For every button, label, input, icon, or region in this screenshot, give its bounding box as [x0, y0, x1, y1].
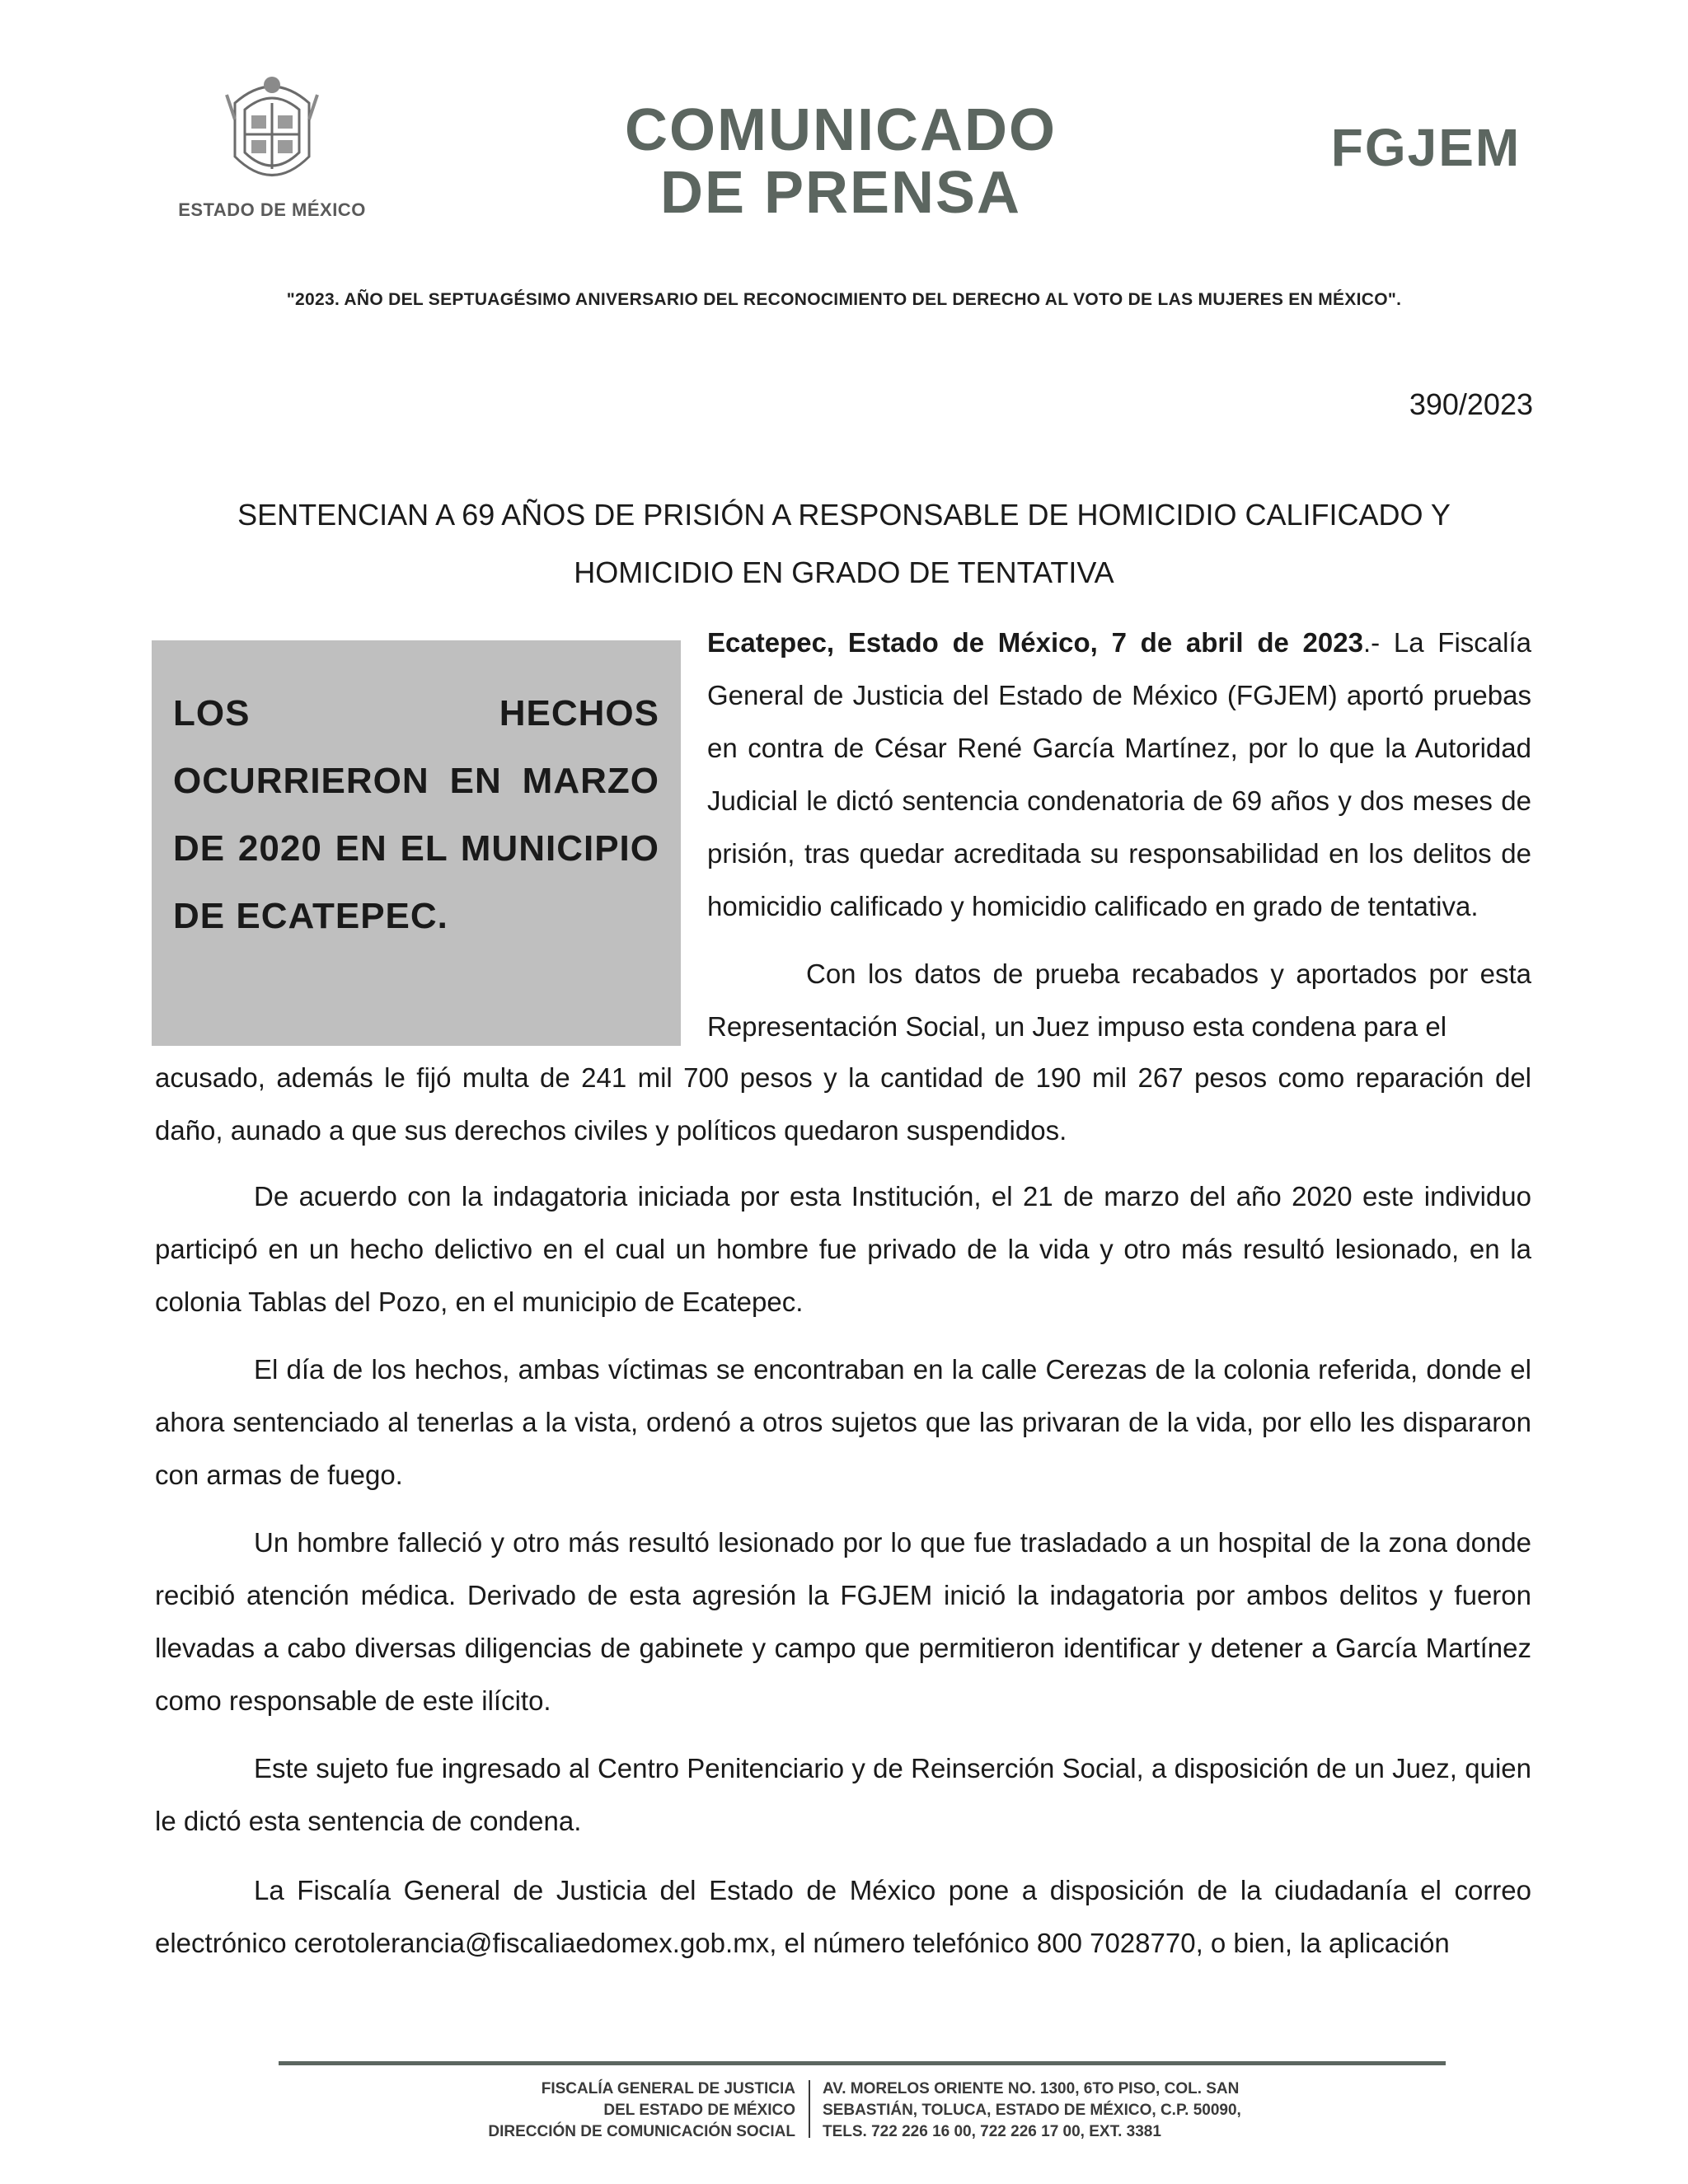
- paragraph-4: El día de los hechos, ambas víctimas se encontraban en la calle Cerezas de la colonia referida, donde el ahora sentenciado al tenerlas a la vista, ordenó a otros sujetos que las privaran de la vida, por ello les dispararon con armas de fuego.: [155, 1354, 1531, 1490]
- footer-rule: [279, 2061, 1446, 2065]
- paragraph-3: De acuerdo con la indagatoria iniciada por esta Institución, el 21 de marzo del año 2020 este individuo participó en un hecho delictivo en el cual un hombre fue privado de la vida y otro más resultó lesionado, en la colonia Tablas del Pozo, en el municipio de Ecatepec.: [155, 1181, 1531, 1317]
- footer-address-block: [823, 2079, 1350, 2143]
- footer-address-line-2: SEBASTIÁN, TOLUCA, ESTADO DE MÉXICO, C.P. 50090,: [823, 2102, 1241, 2119]
- paragraph-6: Este sujeto fue ingresado al Centro Penitenciario y de Reinserción Social, a disposición de un Juez, quien le dictó esta sentencia de condena.: [155, 1753, 1531, 1836]
- footer-address-line-1: AV. MORELOS ORIENTE NO. 1300, 6TO PISO, COL. SAN: [823, 2080, 1240, 2097]
- footer-address-line-3: TELS. 722 226 16 00, 722 226 17 00, EXT. 3381: [823, 2123, 1161, 2140]
- footer-org-line-2: DEL ESTADO DE MÉXICO: [603, 2102, 795, 2119]
- footer-org-line-1: FISCALÍA GENERAL DE JUSTICIA: [541, 2080, 795, 2097]
- body-column: [707, 616, 1531, 1053]
- highlight-box: [152, 640, 681, 1046]
- title-line-2: DE PRENSA: [659, 160, 1022, 226]
- state-label: ESTADO DE MÉXICO: [178, 199, 366, 220]
- paragraph-2-part-2: acusado, además le fijó multa de 241 mil 700 pesos y la cantidad de 190 mil 267 pesos como reparación del daño, aunado a que sus derechos civiles y políticos quedaron suspendidos.: [155, 1062, 1531, 1146]
- paragraph-2-part-1: Con los datos de prueba recabados y aportados por esta Representación Social, un Juez impuso esta condena para el: [707, 958, 1531, 1042]
- footer-org-line-3: DIRECCIÓN DE COMUNICACIÓN SOCIAL: [488, 2123, 795, 2140]
- dateline: Ecatepec, Estado de México, 7 de abril de 2023: [707, 627, 1363, 658]
- press-release-title: [577, 99, 1104, 224]
- headline-line-2: HOMICIDIO EN GRADO DE TENTATIVA: [574, 555, 1114, 589]
- footer-divider: [809, 2080, 810, 2138]
- footer-org-block: [346, 2079, 795, 2143]
- paragraph-7: La Fiscalía General de Justicia del Estado de México pone a disposición de la ciudadanía el correo electrónico cerotolerancia@fiscaliaedomex.gob.mx, el número telefónico 800 7028770, o bien, la aplicación: [155, 1875, 1531, 1958]
- paragraph-5: Un hombre falleció y otro más resultó lesionado por lo que fue trasladado a un hospital de la zona donde recibió atención médica. Derivado de esta agresión la FGJEM inició la indagatoria por ambos delitos y fueron llevadas a cabo diversas diligencias de gabinete y campo que permitieron identificar y detener a García Martínez como responsable de este ilícito.: [155, 1527, 1531, 1716]
- year-motto: "2023. AÑO DEL SEPTUAGÉSIMO ANIVERSARIO DEL RECONOCIMIENTO DEL DERECHO AL VOTO DE LAS MUJERES EN MÉXICO".: [286, 290, 1402, 309]
- org-acronym: FGJEM: [1330, 118, 1522, 177]
- headline: [165, 486, 1523, 602]
- document-number: 390/2023: [1409, 387, 1533, 421]
- paragraph-1: [707, 616, 1531, 933]
- state-seal-icon: [210, 70, 334, 194]
- title-line-1: COMUNICADO: [625, 97, 1057, 163]
- headline-line-1: SENTENCIAN A 69 AÑOS DE PRISIÓN A RESPONSABLE DE HOMICIDIO CALIFICADO Y: [237, 498, 1451, 532]
- highlight-text: LOS HECHOS OCURRIERON EN MARZO DE 2020 EN EL MUNICIPIO DE ECATEPEC.: [173, 693, 659, 936]
- paragraph-1-text: .- La Fiscalía General de Justicia del Estado de México (FGJEM) aportó pruebas en contra de César René García Martínez, por lo que la Autoridad Judicial le dictó sentencia condenatoria de 69 años y dos meses de prisión, tras quedar acreditada su responsabilidad en los delitos de homicidio calificado y homicidio calificado en grado de tentativa.: [707, 627, 1531, 921]
